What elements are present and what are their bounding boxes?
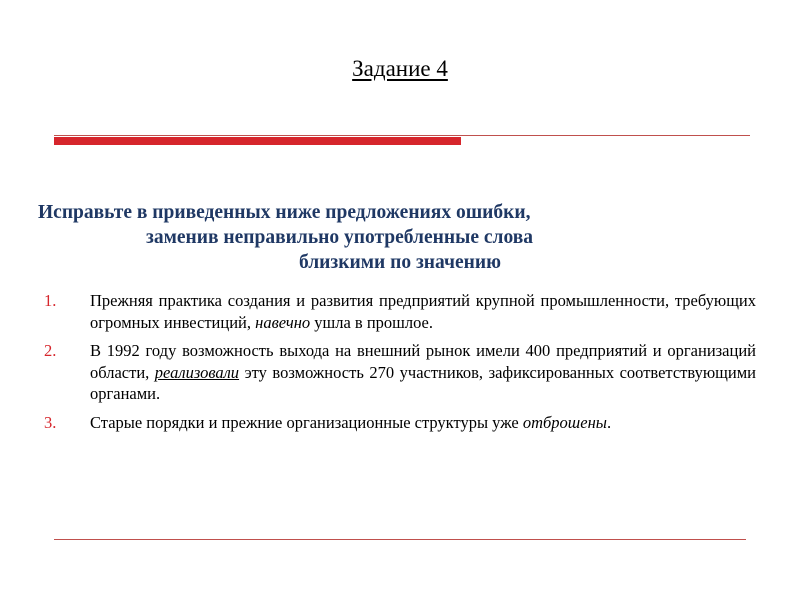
highlighted-word: реализовали [154,362,240,382]
list-item-text [90,291,756,332]
list-item-text [90,413,611,432]
list-item-1 [44,290,756,333]
text-after: ушла в прошлое. [310,312,434,332]
top-divider-thin [54,135,750,136]
text-after: . [606,412,612,432]
heading-line-2: заменив неправильно употребленные слова [146,227,534,248]
highlighted-word: отброшены [522,412,607,432]
list-item-number: 3. [44,412,57,432]
list-item-3 [44,412,756,434]
sentence-list [44,290,756,440]
text-after: эту возможность 270 участников, зафиксированных соответствующими органами. [90,362,756,403]
highlighted-word: навечно [255,312,311,332]
heading-line-3: близкими по значению [298,252,502,273]
task-heading [38,200,762,275]
slide-title: Задание 4 [352,56,448,81]
list-item-2 [44,340,756,405]
bottom-divider [54,539,746,540]
heading-line-1: Исправьте в приведенных ниже предложениях ошибки, [38,202,531,223]
list-item-number: 1. [44,291,57,310]
text-before: Старые порядки и прежние организационные структуры уже [90,412,523,432]
list-item-text [90,341,756,403]
list-item-number: 2. [44,341,57,360]
text-before: В 1992 году возможность выхода на внешний рынок имели 400 предприятий и организаций области, [90,341,756,382]
text-before: Прежняя практика создания и развития предприятий крупной промышленности, требующих огромных инвестиций, [90,291,756,332]
top-divider-thick [54,137,461,145]
